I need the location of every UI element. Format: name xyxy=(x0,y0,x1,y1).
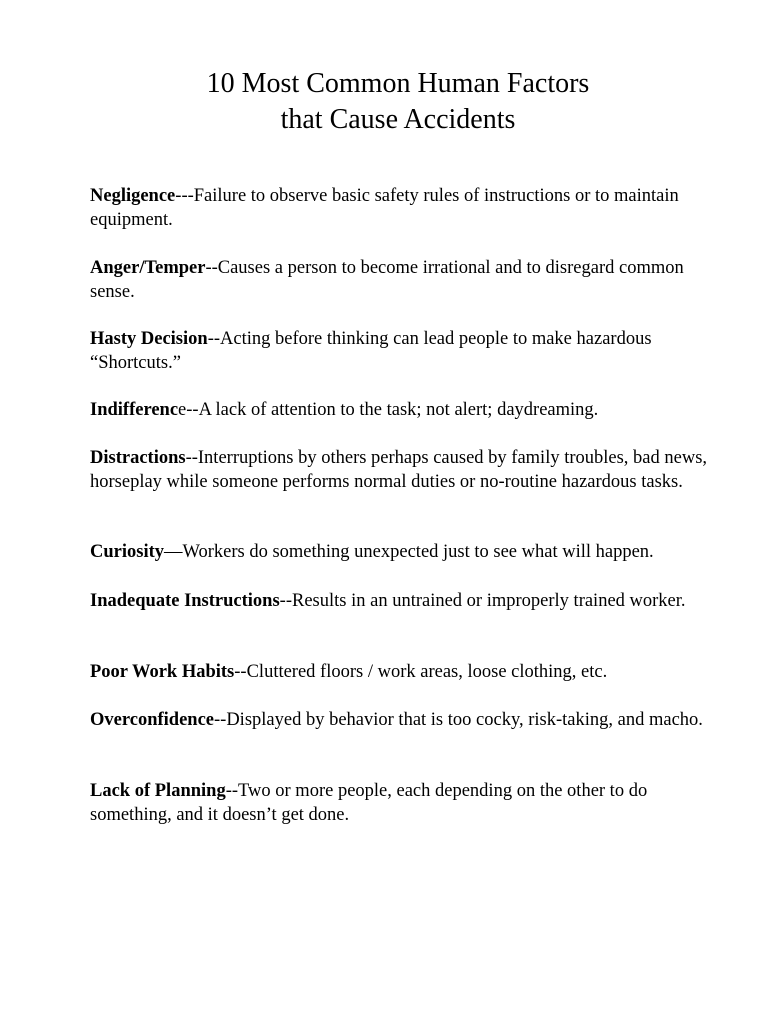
document-title xyxy=(0,66,768,138)
factor-term: Negligence xyxy=(90,186,176,206)
factor-anger-temper xyxy=(90,256,720,304)
factor-term: Overconfidence xyxy=(90,710,214,730)
factor-term: Lack of Planning xyxy=(90,781,226,801)
factor-description: --Acting before thinking can lead people to make hazardous “Shortcuts.” xyxy=(90,329,652,373)
factor-term: Anger/Temper xyxy=(90,258,206,278)
factor-description: --Results in an untrained or improperly trained worker. xyxy=(279,591,686,611)
factor-term: Poor Work Habits xyxy=(90,662,235,682)
factor-poor-work-habits xyxy=(90,660,720,684)
factor-description: --Interruptions by others perhaps caused by family troubles, bad news, horseplay while someone performs normal duties or no-routine hazardous tasks. xyxy=(90,448,708,492)
factor-hasty-decision xyxy=(90,327,720,375)
factor-negligence xyxy=(90,184,720,232)
factor-description: —Workers do something unexpected just to see what will happen. xyxy=(164,542,654,562)
factor-distractions xyxy=(90,446,720,494)
factor-description: --Displayed by behavior that is too cocky, risk-taking, and macho. xyxy=(214,710,703,730)
factor-term: Indifferenc xyxy=(90,400,179,420)
factor-indifference xyxy=(90,398,720,422)
factor-description: --Two or more people, each depending on the other to do something, and it doesn’t get done. xyxy=(90,781,648,825)
factor-lack-of-planning xyxy=(90,779,720,827)
factor-curiosity xyxy=(90,540,720,564)
factor-term: Distractions xyxy=(90,448,186,468)
factor-term: Inadequate Instructions xyxy=(90,591,280,611)
factor-term: Curiosity xyxy=(90,542,164,562)
factor-description: --Cluttered floors / work areas, loose clothing, etc. xyxy=(234,662,608,682)
factor-inadequate-instructions xyxy=(90,589,720,613)
factor-term: Hasty Decision xyxy=(90,329,208,349)
factor-description: e--A lack of attention to the task; not alert; daydreaming. xyxy=(178,400,599,420)
title-line-2: that Cause Accidents xyxy=(280,104,516,135)
factor-description: --Causes a person to become irrational and to disregard common sense. xyxy=(90,258,684,302)
title-line-1: 10 Most Common Human Factors xyxy=(206,68,590,99)
factor-overconfidence xyxy=(90,708,720,732)
factor-description: ---Failure to observe basic safety rules of instructions or to maintain equipment. xyxy=(90,186,679,230)
